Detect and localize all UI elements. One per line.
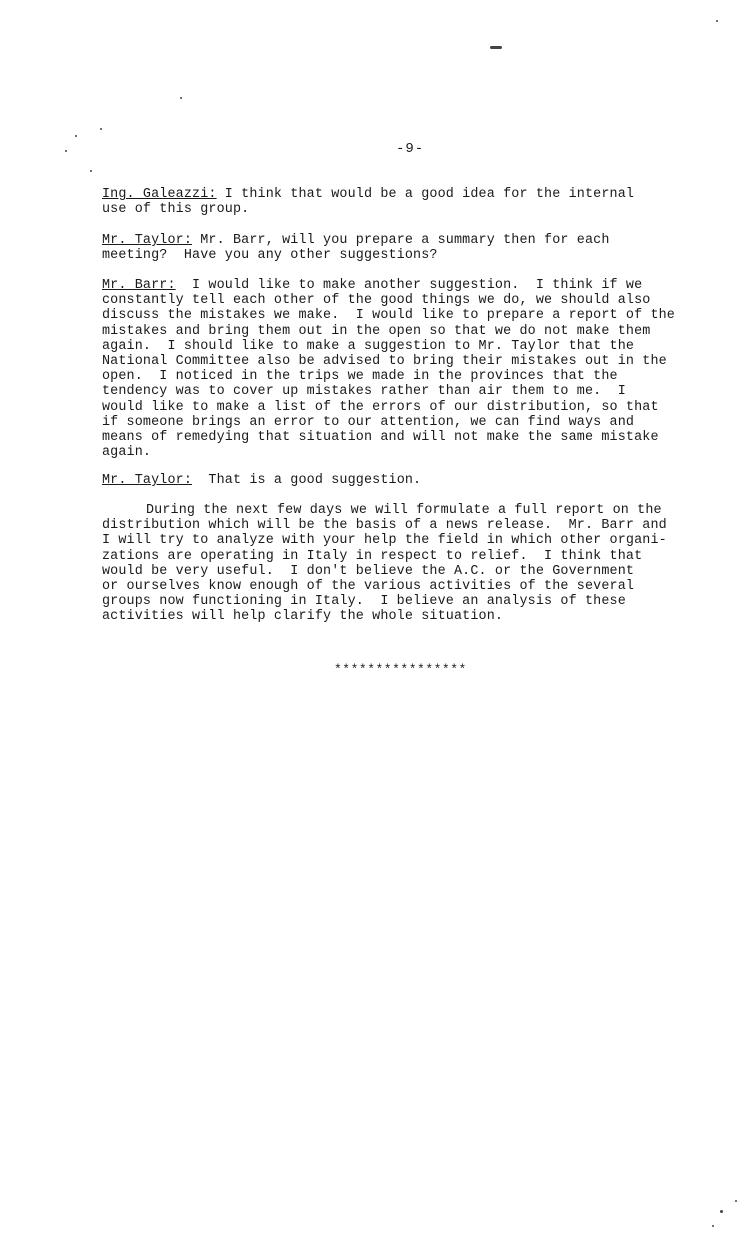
speaker-name: Mr. Taylor: (102, 473, 193, 488)
scan-speck (90, 170, 92, 172)
dialogue-line: I would like to make another suggestion. I think if we (175, 278, 643, 293)
dialogue-line: again. I should like to make a suggestion to Mr. Taylor that the (102, 338, 635, 354)
dialogue-line: tendency was to cover up mistakes rather than air them to me. I (102, 384, 626, 400)
speaker-name: Mr. Taylor: (102, 233, 193, 248)
scan-speck (180, 97, 182, 99)
dialogue-line: would like to make a list of the errors of our distribution, so that (102, 399, 659, 415)
dialogue-line: means of remedying that situation and will not make the same mistake (102, 430, 659, 446)
dialogue-line: if someone brings an error to our attention, we can find ways and (102, 414, 635, 430)
exchange-galeazzi (102, 187, 722, 217)
speaker-name: Mr. Barr: (102, 278, 176, 293)
closing-paragraph (102, 503, 722, 625)
scan-speck (75, 135, 77, 137)
scan-speck (735, 1200, 737, 1202)
paragraph-line: During the next few days we will formulate a full report on the (146, 503, 662, 518)
scan-speck (720, 1210, 723, 1213)
page-number: -9- (396, 141, 425, 157)
paragraph-line: zations are operating in Italy in respect to relief. I think that (102, 548, 643, 564)
paragraph-line: activities will help clarify the whole situation. (102, 609, 504, 625)
dialogue-line: again. (102, 445, 152, 461)
scan-mark (490, 46, 502, 49)
scan-speck (716, 20, 718, 22)
dialogue-line: use of this group. (102, 202, 250, 218)
paragraph-line: groups now functioning in Italy. I believe an analysis of these (102, 594, 626, 610)
paragraph-line: I will try to analyze with your help the field in which other organi- (102, 533, 667, 549)
dialogue-line: National Committee also be advised to bring their mistakes out in the (102, 354, 667, 370)
scan-speck (65, 150, 67, 152)
paragraph-line: or ourselves know enough of the various activities of the several (102, 579, 635, 595)
scan-speck (712, 1225, 714, 1227)
dialogue-line: I think that would be a good idea for the internal (216, 187, 635, 202)
exchange-barr (102, 278, 722, 460)
exchange-taylor-2 (102, 473, 722, 488)
scan-speck (100, 128, 102, 130)
paragraph-line: would be very useful. I don't believe the A.C. or the Government (102, 563, 635, 579)
paragraph-line: distribution which will be the basis of a news release. Mr. Barr and (102, 518, 667, 534)
dialogue-line: open. I noticed in the trips we made in the provinces that the (102, 369, 618, 385)
dialogue-line: constantly tell each other of the good things we do, we should also (102, 293, 651, 309)
dialogue-line: mistakes and bring them out in the open so that we do not make them (102, 323, 651, 339)
speaker-name: Ing. Galeazzi: (102, 187, 217, 202)
exchange-taylor-1 (102, 233, 722, 263)
dialogue-line: That is a good suggestion. (192, 473, 422, 488)
section-separator: **************** (334, 662, 467, 677)
dialogue-line: meeting? Have you any other suggestions? (102, 248, 438, 264)
dialogue-line: discuss the mistakes we make. I would like to prepare a report of the (102, 308, 675, 324)
dialogue-line: Mr. Barr, will you prepare a summary then for each (192, 233, 610, 248)
